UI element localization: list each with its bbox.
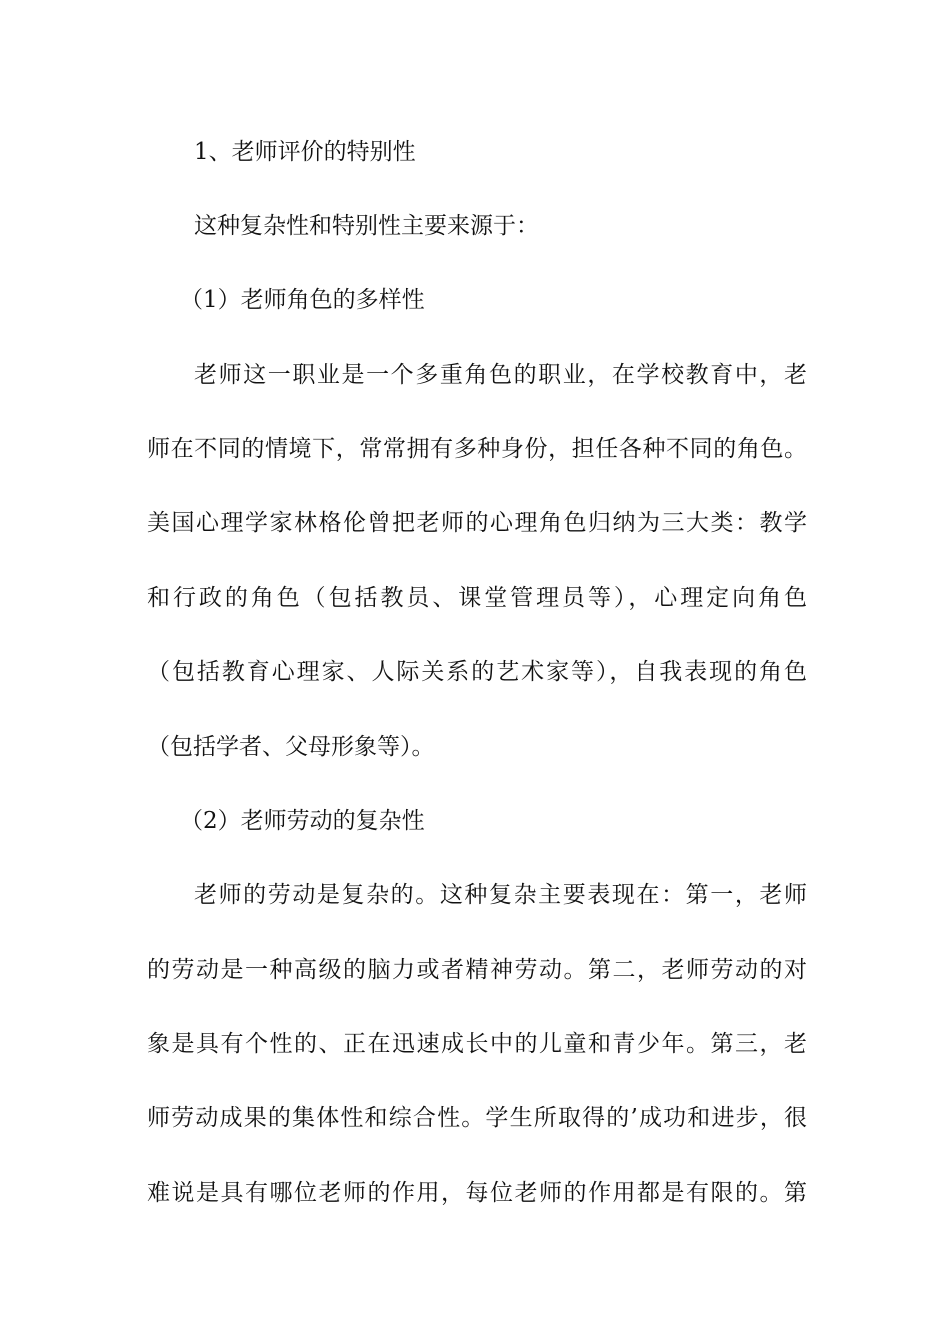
paragraph-line: 师在不同的情境下，常常拥有多种身份，担任各种不同的角色。 — [147, 436, 807, 462]
section-heading: 1、老师评价的特别性 — [194, 139, 416, 165]
paragraph-line: 的劳动是一种高级的脑力或者精神劳动。第二，老师劳动的对 — [147, 957, 807, 983]
paragraph-line: （包括教育心理家、人际关系的艺术家等），自我表现的角色 — [147, 659, 807, 685]
subsection-heading: （1）老师角色的多样性 — [180, 287, 425, 313]
paragraph-line: （包括学者、父母形象等）。 — [147, 734, 435, 760]
paragraph-line: 老师的劳动是复杂的。这种复杂主要表现在：第一，老师 — [194, 882, 807, 908]
paragraph-line: 美国心理学家林格伦曾把老师的心理角色归纳为三大类：教学 — [147, 510, 807, 536]
paragraph-line: 象是具有个性的、正在迅速成长中的儿童和青少年。第三，老 — [147, 1031, 807, 1057]
paragraph-line: 和行政的角色（包括教员、课堂管理员等），心理定向角色 — [147, 585, 807, 611]
subsection-heading: （2）老师劳动的复杂性 — [180, 808, 425, 834]
paragraph-line: 老师这一职业是一个多重角色的职业，在学校教育中，老 — [194, 362, 807, 388]
paragraph-line: 这种复杂性和特别性主要来源于： — [194, 213, 539, 239]
paragraph-line: 难说是具有哪位老师的作用，每位老师的作用都是有限的。第 — [147, 1180, 807, 1206]
paragraph-line: 师劳动成果的集体性和综合性。学生所取得的’成功和进步，很 — [147, 1105, 807, 1131]
